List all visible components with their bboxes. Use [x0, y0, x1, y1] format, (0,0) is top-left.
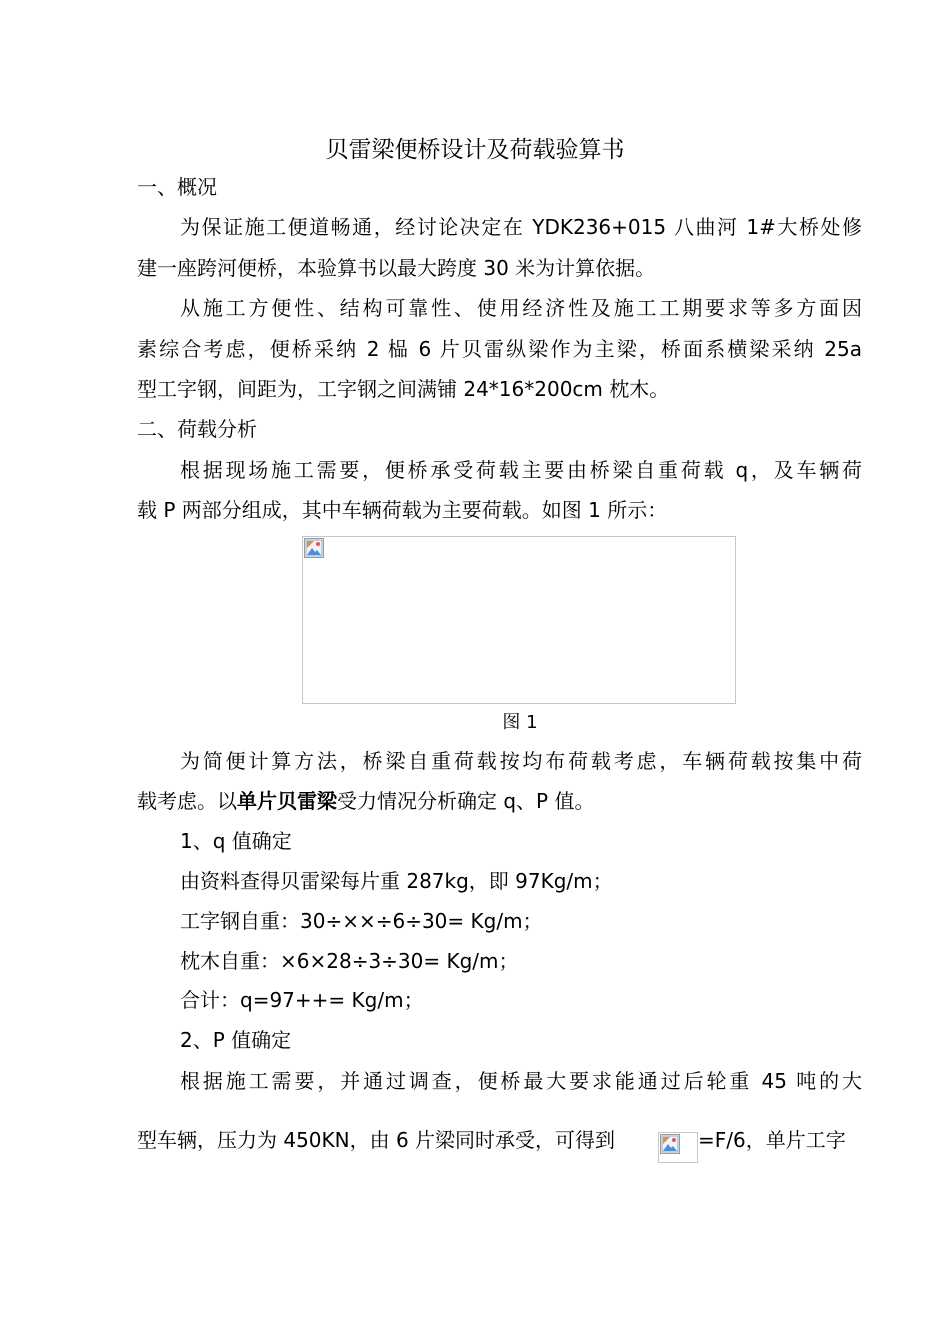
paragraph-line: 根据施工需要，并通过调查，便桥最大要求能通过后轮重 45 吨的大 — [180, 1069, 862, 1093]
paragraph-line: 素综合考虑，便桥采纳 2 榀 6 片贝雷纵梁作为主梁，桥面系横梁采纳 25a — [137, 337, 862, 361]
paragraph-line: 为简便计算方法，桥梁自重荷载按均布荷载考虑，车辆荷载按集中荷 — [180, 749, 862, 773]
paragraph-line-tail: =F/6，单片工字 — [698, 1128, 846, 1152]
figure-caption: 图 1 — [502, 712, 538, 733]
text-run: 受力情况分析确定 q、P 值。 — [337, 789, 595, 813]
paragraph-line: 从施工方便性、结构可靠性、使用经济性及施工工期要求等多方面因 — [180, 296, 862, 320]
broken-image-icon — [660, 1134, 680, 1154]
section-heading-overview: 一、概况 — [137, 175, 217, 199]
paragraph-line: 建一座跨河便桥，本验算书以最大跨度 30 米为计算依据。 — [137, 256, 656, 280]
paragraph-line: 载 P 两部分组成，其中车辆荷载为主要荷载。如图 1 所示： — [137, 498, 668, 522]
bold-term: 单片贝雷梁 — [237, 789, 337, 813]
paragraph-line: 型车辆，压力为 450KN，由 6 片梁同时承受，可得到 — [137, 1128, 616, 1152]
inline-formula-placeholder — [658, 1132, 698, 1163]
paragraph-line: 为保证施工便道畅通，经讨论决定在 YDK236+015 八曲河 1#大桥处修 — [180, 215, 862, 239]
figure-1-placeholder — [302, 536, 736, 704]
calc-line: 由资料查得贝雷梁每片重 287kg，即 97Kg/m； — [180, 869, 613, 893]
subsection-heading-q: 1、q 值确定 — [180, 829, 292, 853]
calc-line: 枕木自重：×6×28÷3÷30= Kg/m； — [180, 949, 519, 973]
paragraph-line — [137, 786, 862, 816]
text-run: 载考虑。以 — [137, 789, 237, 813]
paragraph-line: 根据现场施工需要，便桥承受荷载主要由桥梁自重荷载 q，及车辆荷 — [180, 458, 862, 482]
document-title: 贝雷梁便桥设计及荷载验算书 — [325, 137, 625, 163]
section-heading-load-analysis: 二、荷载分析 — [137, 417, 257, 441]
broken-image-icon — [304, 538, 324, 558]
subsection-heading-p: 2、P 值确定 — [180, 1028, 292, 1052]
calc-line: 合计：q=97++= Kg/m； — [180, 988, 424, 1012]
paragraph-line: 型工字钢，间距为，工字钢之间满铺 24*16*200cm 枕木。 — [137, 377, 670, 401]
calc-line: 工字钢自重：30÷××÷6÷30= Kg/m； — [180, 909, 543, 933]
